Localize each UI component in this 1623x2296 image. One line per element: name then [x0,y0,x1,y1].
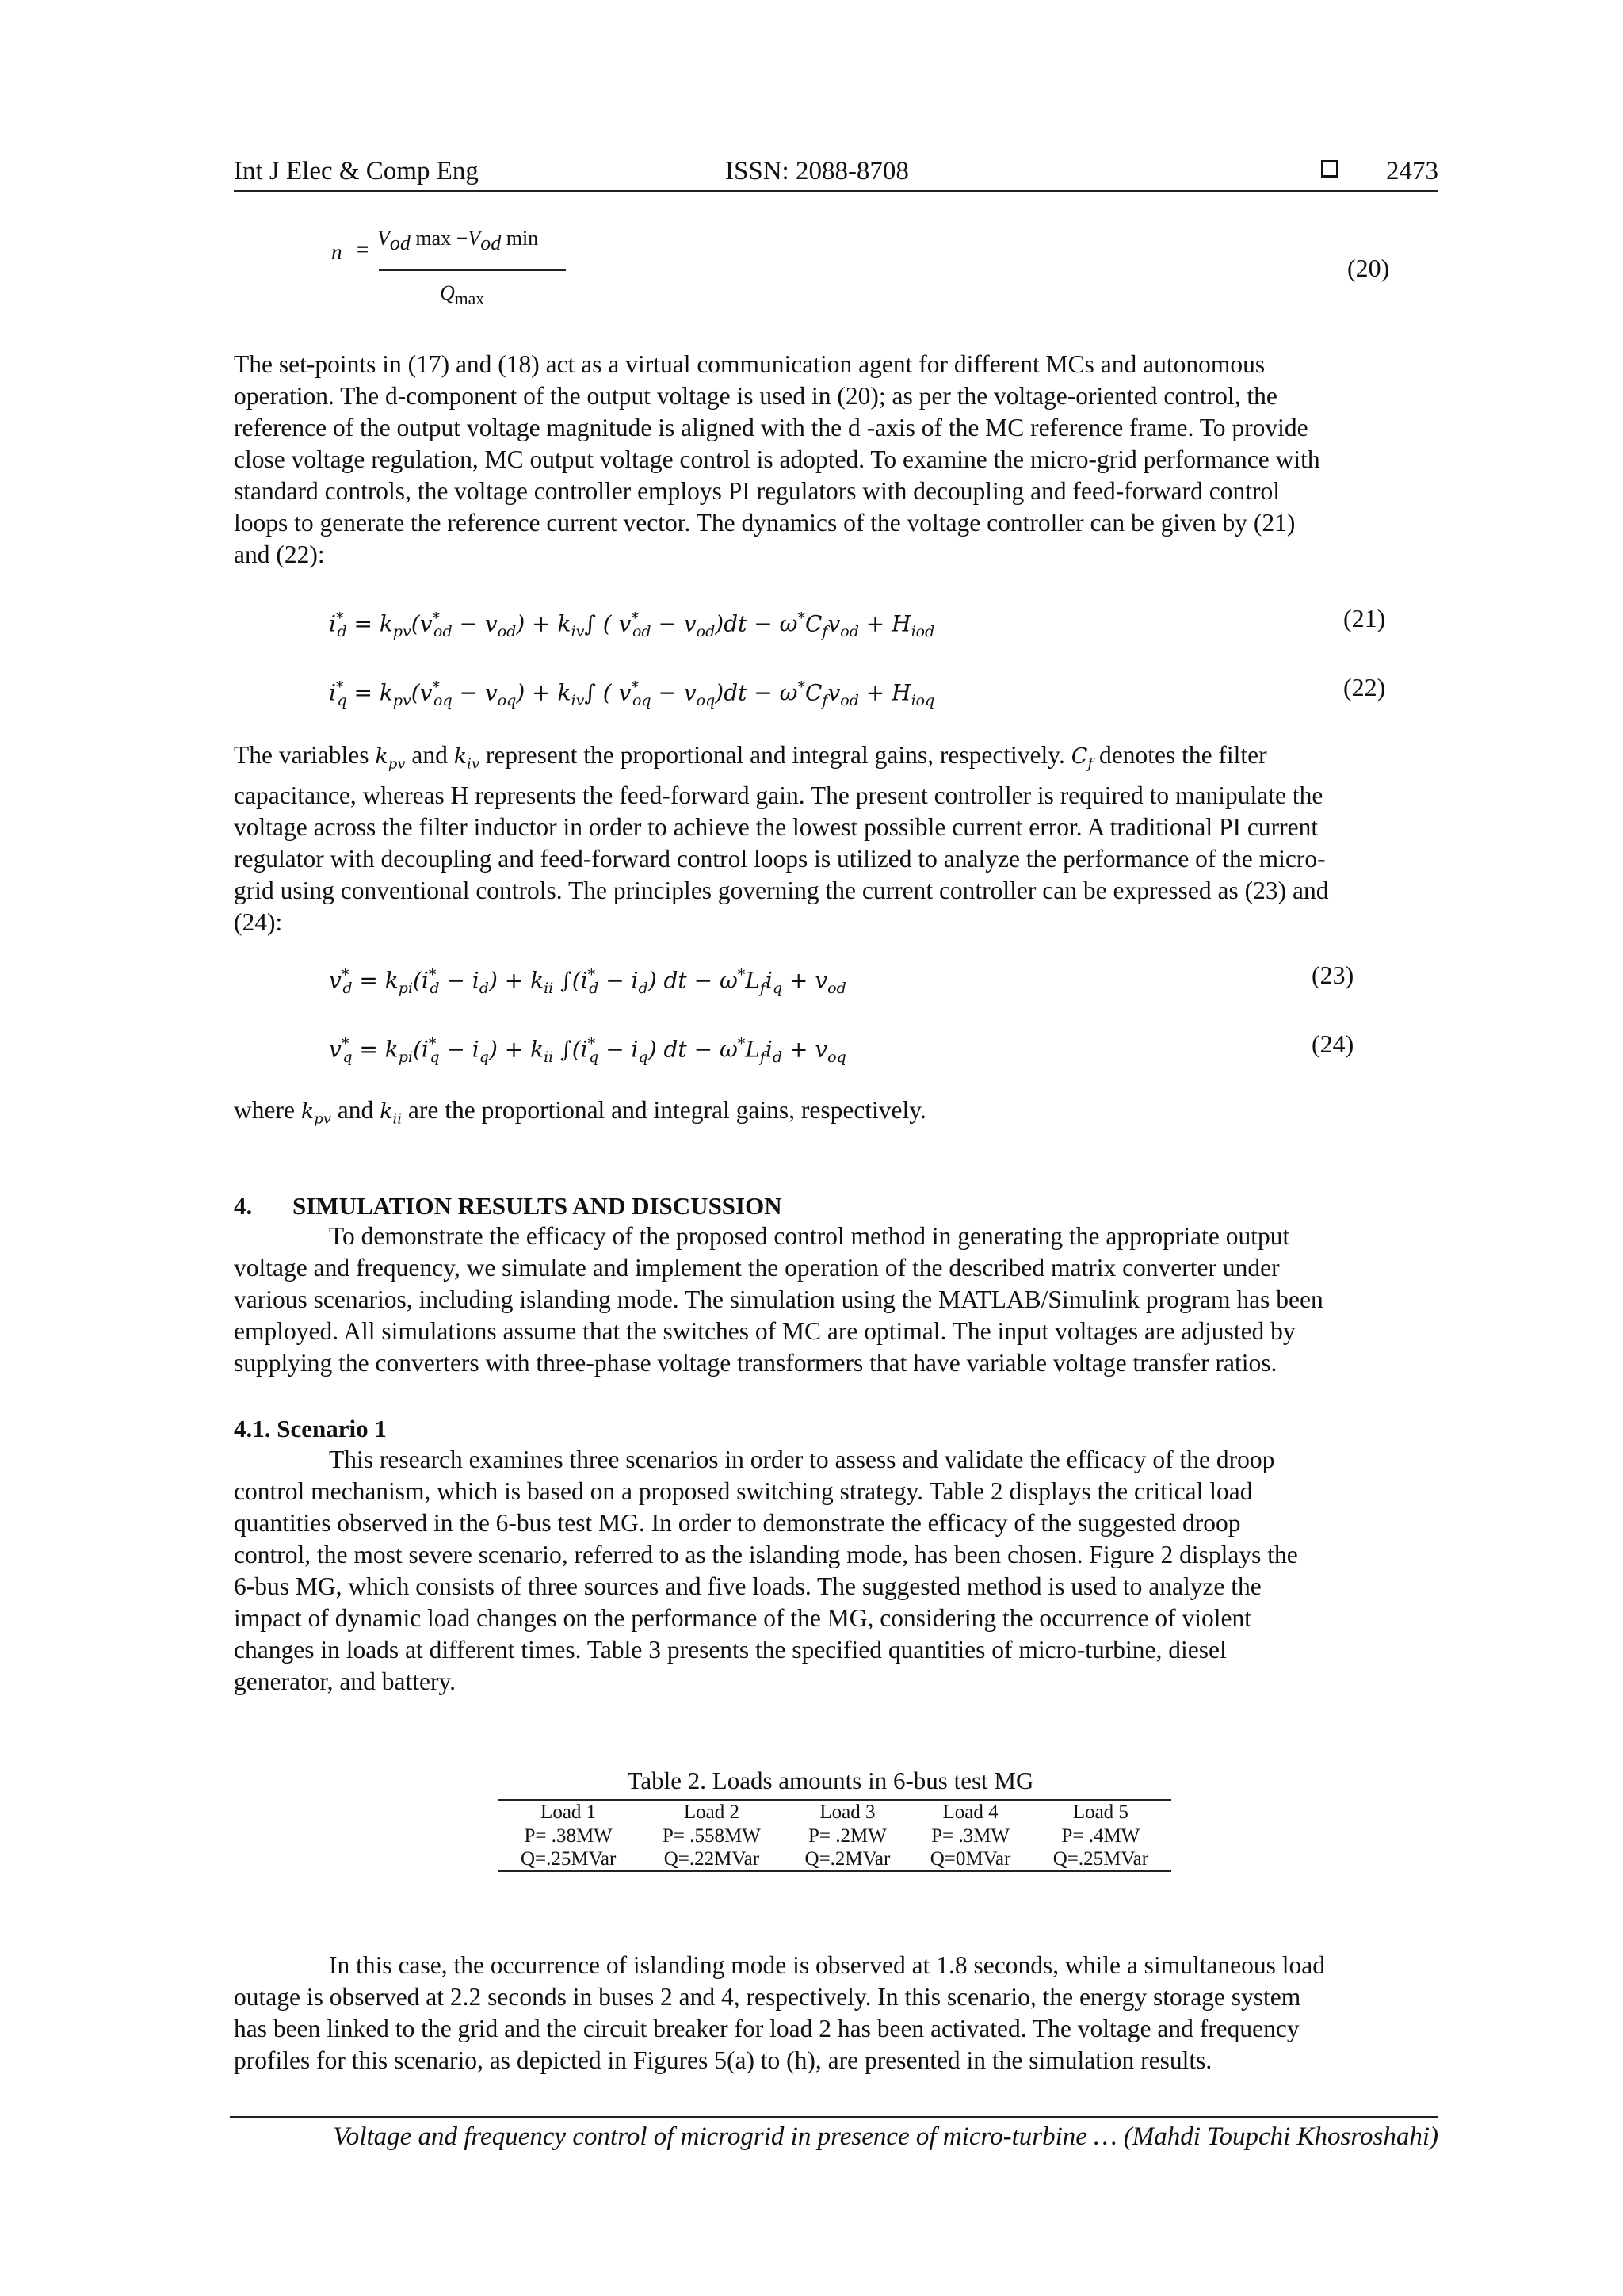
eq22-number: (22) [1343,673,1386,701]
table-2-caption: Table 2. Loads amounts in 6-bus test MG [627,1767,1034,1794]
section4-line: To demonstrate the efficacy of the proposed control method in generating the appropriate output [329,1222,1290,1250]
section-4-heading [234,1190,782,1222]
para2-line: (24): [234,908,283,937]
table-cell: P= .3MW [931,1825,1010,1847]
section-4-paragraph [234,1221,1438,1379]
eq20-number: (20) [1347,254,1390,282]
eq20-q: Q [440,281,455,304]
table-header-cell: Load 1 [540,1801,597,1823]
table-cell: Q=.25MVar [520,1848,617,1870]
page-footer: Voltage and frequency control of microgrid in presence of micro-turbine … (Mahdi Toupchi Khosroshahi) [333,2122,1438,2151]
para4-line: In this case, the occurrence of islanding mode is observed at 1.8 seconds, while a simultaneous load [329,1951,1326,1979]
para3-line: where $k_{pv}$ and $k_{ii}$ are the proportional and integral gains, respectively. [234,1096,926,1128]
table-cell: Q=0MVar [930,1848,1011,1870]
eq20-v1: V [377,227,390,250]
section41-line: This research examines three scenarios in order to assess and validate the efficacy of the droop [329,1446,1275,1473]
eq20-sub2: od [480,231,502,255]
para1-line: loops to generate the reference current vector. The dynamics of the voltage controller can be given by (21) [234,509,1296,537]
eq21-number: (21) [1343,604,1386,632]
section41-line: control mechanism, which is based on a proposed switching strategy. Table 2 displays the critical load [234,1477,1253,1505]
para3-text: and [330,1096,380,1124]
eq20-denominator [440,281,484,309]
para2-text: denotes the filter [1093,741,1267,769]
table-cell: Q=.2MVar [804,1848,891,1870]
table-header-cell: Load 3 [819,1801,876,1823]
para2-line-1: The variables $k_{pv}$ and $k_{iv}$ represent the proportional and integral gains, respectively. $C_f$ denotes the filter [234,741,1267,773]
eq20-min: min [506,227,539,250]
para2-line: capacitance, whereas H represents the feed-forward gain. The present controller is required to manipulate the [234,781,1323,810]
para1-line: standard controls, the voltage controller employs PI regulators with decoupling and feed-forward control [234,477,1280,505]
eq24-number: (24) [1312,1030,1354,1058]
footer-rule [230,2116,1438,2118]
para2-line: regulator with decoupling and feed-forward control loops is utilized to analyze the performance of the micro- [234,845,1326,873]
table-row [498,1824,1171,1848]
para1-line: and (22): [234,541,325,568]
issn: ISSN: 2088-8708 [725,157,909,185]
paragraph-3 [234,1095,1438,1135]
table-cell: P= .2MW [808,1825,887,1847]
section4-line: various scenarios, including islanding mode. The simulation using the MATLAB/Simulink program has been [234,1286,1323,1313]
section-4-1-paragraph [234,1444,1438,1698]
para4-line: profiles for this scenario, as depicted in Figures 5(a) to (h), are presented in the simulation results. [234,2046,1212,2074]
equation-21: $i^*_d = k_{pv}(v^*_{od} - v_{od}) + k_{iv}\int$ ( $v^*_{od} - v_{od})dt - \omega^*C_fv_{od} + H_{iod}$ [329,609,935,640]
section4-line: voltage and frequency, we simulate and implement the operation of the described matrix converter under [234,1254,1280,1282]
paragraph-1 [234,349,1438,571]
equation-23: $v^*_d = k_{pi}(i^*_d - i_d) + k_{ii}$ $\int(i^*_d - i_d)$ dt − $\omega^*L_fi_q + v_{od}$ [329,966,846,997]
eq20-lhs: n [331,240,342,264]
page-header [234,155,1438,192]
square-box-icon [1321,160,1338,178]
para4-line: has been linked to the grid and the circuit breaker for load 2 has been activated. The voltage and frequency [234,2015,1300,2042]
para2-text: and [405,741,454,769]
para2-line: voltage across the filter inductor in order to achieve the lowest possible current error. A traditional PI current [234,813,1319,842]
paragraph-4 [234,1950,1438,2076]
table-header-row [498,1800,1171,1824]
eq20-minus: − [456,227,468,250]
equation-22: $i^*_q = k_{pv}(v^*_{oq} - v_{oq}) + k_{iv}\int$ ( $v^*_{oq} - v_{oq})dt - \omega^*C_fv_{od} + H_{ioq}$ [329,678,935,709]
para1-line: reference of the output voltage magnitude is aligned with the d -axis of the MC reference frame. To provide [234,414,1308,441]
eq20-v2: V [468,227,481,250]
table-header-cell: Load 4 [942,1801,999,1823]
section-4-number: 4. [234,1192,253,1220]
table-2 [498,1799,1171,1872]
paragraph-2 [234,739,1438,938]
para2-line: grid using conventional controls. The principles governing the current controller can be expressed as (23) and [234,877,1329,905]
table-cell: P= .4MW [1061,1825,1140,1847]
table-cell: Q=.25MVar [1052,1848,1149,1870]
section41-line: quantities observed in the 6-bus test MG. In order to demonstrate the efficacy of the suggested droop [234,1509,1241,1537]
page-number: 2473 [1386,157,1438,185]
eq20-equals: = [357,238,369,262]
eq23-number: (23) [1312,961,1354,989]
table-cell: P= .38MW [524,1825,613,1847]
equation-24: $v^*_q = k_{pi}(i^*_q - i_q) + k_{ii}$ $\int(i^*_q - i_q)$ dt − $\omega^*L_fi_d + v_{oq}$ [329,1035,846,1066]
section-4-1-heading: 4.1. Scenario 1 [234,1415,387,1442]
para3-text: where [234,1096,301,1124]
eq20-sub1: od [389,231,411,255]
eq20-fraction-bar [379,269,566,271]
para2-text: The variables [234,741,376,769]
section41-line: impact of dynamic load changes on the performance of the MG, considering the occurrence of violent [234,1604,1252,1632]
para4-line: outage is observed at 2.2 seconds in buses 2 and 4, respectively. In this scenario, the energy storage system [234,1983,1301,2011]
table-cell: P= .558MW [662,1825,761,1847]
section-4-title: SIMULATION RESULTS AND DISCUSSION [292,1192,782,1220]
para1-line: operation. The d-component of the output voltage is used in (20); as per the voltage-oriented control, the [234,382,1277,410]
para3-text: are the proportional and integral gains, respectively. [402,1096,926,1124]
para1-line: The set-points in (17) and (18) act as a virtual communication agent for different MCs and autonomous [234,350,1266,378]
para1-line: close voltage regulation, MC output voltage control is adopted. To examine the micro-grid performance with [234,445,1320,473]
section4-line: supplying the converters with three-phase voltage transformers that have variable voltage transfer ratios. [234,1349,1277,1377]
journal-name: Int J Elec & Comp Eng [234,157,479,185]
table-header-cell: Load 2 [683,1801,739,1823]
table-header-cell: Load 5 [1072,1801,1128,1823]
table-cell: Q=.22MVar [663,1848,760,1870]
eq20-numerator [377,227,538,255]
section41-line: control, the most severe scenario, referred to as the islanding mode, has been chosen. Figure 2 displays the [234,1541,1298,1568]
eq20-q-sub: max [454,289,485,309]
section41-line: generator, and battery. [234,1668,456,1695]
section41-line: changes in loads at different times. Table 3 presents the specified quantities of micro-turbine, diesel [234,1636,1227,1664]
eq20-max: max [415,227,452,250]
section41-line: 6-bus MG, which consists of three sources and five loads. The suggested method is used to analyze the [234,1572,1262,1600]
section4-line: employed. All simulations assume that the switches of MC are optimal. The input voltages are adjusted by [234,1317,1296,1345]
table-row [498,1847,1171,1871]
para2-text: represent the proportional and integral gains, respectively. [479,741,1071,769]
